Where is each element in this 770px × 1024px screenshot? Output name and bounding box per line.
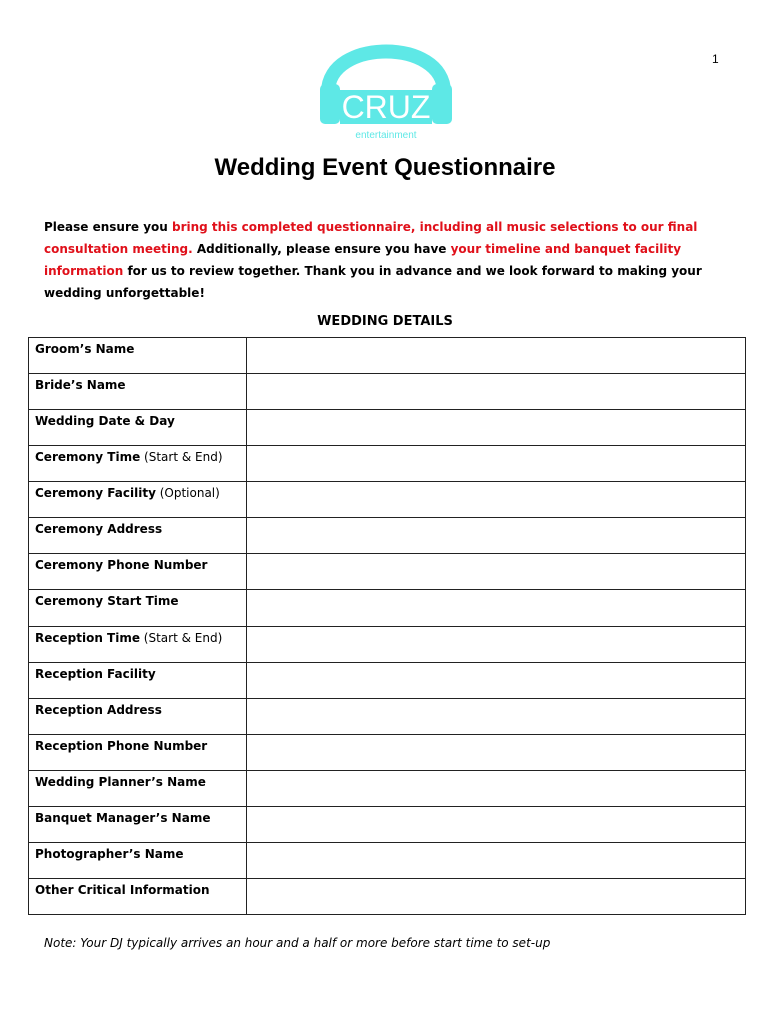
field-label xyxy=(29,590,247,626)
field-label xyxy=(29,878,247,914)
field-label-text: Reception Phone Number xyxy=(35,738,208,753)
intro-text-3: for us to review together. Thank you in advance and we look forward to making your wedding unforgettable! xyxy=(44,264,702,300)
field-label xyxy=(29,482,247,518)
field-label xyxy=(29,842,247,878)
table-row xyxy=(29,410,746,446)
field-value-cell[interactable] xyxy=(247,518,746,554)
field-label-text: Ceremony Phone Number xyxy=(35,558,208,573)
field-label-text: Groom’s Name xyxy=(35,342,135,356)
intro-paragraph xyxy=(44,216,734,304)
table-row xyxy=(29,806,746,842)
headphones-icon xyxy=(328,52,444,93)
intro-highlight-1: bring this completed questionnaire, including all music selections to our final consultation meeting. xyxy=(44,220,698,256)
field-label xyxy=(29,410,247,446)
field-label-text: Reception Address xyxy=(35,702,162,717)
field-value-cell[interactable] xyxy=(247,482,746,518)
table-row xyxy=(29,698,746,734)
table-row xyxy=(29,878,746,914)
field-label xyxy=(29,446,247,482)
field-label-text: Reception Time xyxy=(35,630,140,645)
field-label-text: Other Critical Information xyxy=(35,882,210,897)
table-row xyxy=(29,842,746,878)
field-label-text: Reception Facility xyxy=(35,666,156,681)
footnote: Note: Your DJ typically arrives an hour and a half or more before start time to set-up xyxy=(44,936,551,950)
field-label xyxy=(29,374,247,410)
cruz-logo xyxy=(316,16,456,142)
intro-text-2: Additionally, please ensure you have xyxy=(192,242,451,256)
field-value-cell[interactable] xyxy=(247,590,746,626)
field-label xyxy=(29,734,247,770)
field-label-text: Wedding Planner’s Name xyxy=(35,774,206,789)
field-label-text: Wedding Date & Day xyxy=(35,414,175,429)
field-label-text: Photographer’s Name xyxy=(35,846,184,861)
table-row xyxy=(29,626,746,662)
field-label-text: Ceremony Start Time xyxy=(35,594,179,609)
field-label xyxy=(29,338,247,374)
field-label xyxy=(29,554,247,590)
table-row xyxy=(29,662,746,698)
field-value-cell[interactable] xyxy=(247,554,746,590)
logo-subtext: entertainment xyxy=(355,130,417,141)
table-row xyxy=(29,770,746,806)
page-title: Wedding Event Questionnaire xyxy=(214,154,556,181)
field-label xyxy=(29,662,247,698)
table-row xyxy=(29,374,746,410)
field-value-cell[interactable] xyxy=(247,770,746,806)
intro-highlight-2: your timeline and banquet facility information xyxy=(44,242,682,278)
page-number: 1 xyxy=(712,52,719,66)
logo-wordmark: CRUZ xyxy=(341,89,431,125)
field-value-cell[interactable] xyxy=(247,446,746,482)
field-label-text: Bride’s Name xyxy=(35,378,126,393)
wedding-details-table xyxy=(28,337,746,915)
field-value-cell[interactable] xyxy=(247,842,746,878)
field-label-text: Ceremony Address xyxy=(35,522,163,537)
field-label-text: Ceremony Time xyxy=(35,450,141,465)
field-value-cell[interactable] xyxy=(247,734,746,770)
table-row xyxy=(29,338,746,374)
field-label-text: Banquet Manager’s Name xyxy=(35,810,211,825)
field-label-text: Ceremony Facility xyxy=(35,486,156,501)
field-value-cell[interactable] xyxy=(247,806,746,842)
field-label xyxy=(29,770,247,806)
field-label xyxy=(29,626,247,662)
table-row xyxy=(29,518,746,554)
field-label xyxy=(29,518,247,554)
table-row xyxy=(29,482,746,518)
field-value-cell[interactable] xyxy=(247,662,746,698)
field-label-note: (Start & End) xyxy=(139,630,223,645)
field-label-note: (Start & End) xyxy=(140,450,223,465)
field-value-cell[interactable] xyxy=(247,410,746,446)
field-value-cell[interactable] xyxy=(247,626,746,662)
intro-text-1: Please ensure you xyxy=(44,220,172,234)
field-value-cell[interactable] xyxy=(247,374,746,410)
section-title: WEDDING DETAILS xyxy=(317,314,453,329)
field-value-cell[interactable] xyxy=(247,698,746,734)
table-row xyxy=(29,734,746,770)
field-label xyxy=(29,806,247,842)
table-row xyxy=(29,446,746,482)
table-row xyxy=(29,554,746,590)
field-label-note: (Optional) xyxy=(155,486,220,501)
table-row xyxy=(29,590,746,626)
field-value-cell[interactable] xyxy=(247,878,746,914)
field-label xyxy=(29,698,247,734)
field-value-cell[interactable] xyxy=(247,338,746,374)
